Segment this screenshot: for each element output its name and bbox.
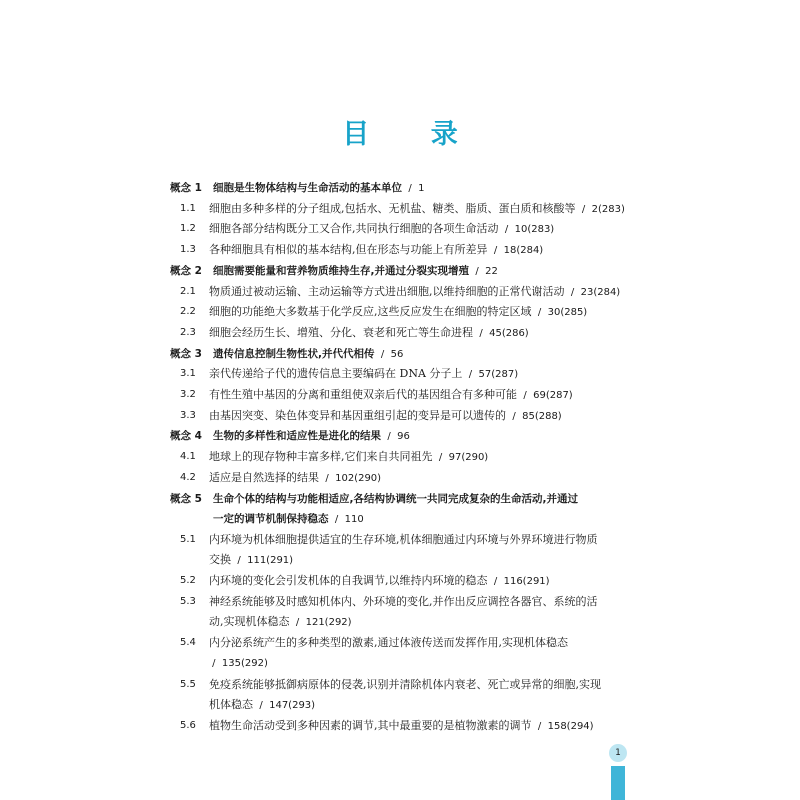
entry-page: / 135(292): [209, 658, 268, 670]
entry-title: 物质通过被动运输、主动运输等方式进出细胞,以维持细胞的正常代谢活动 / 23(284): [209, 284, 621, 298]
entry-number: 2.2: [180, 306, 196, 318]
entry-title: 细胞各部分结构既分工又合作,共同执行细胞的各项生命活动 / 10(283): [209, 222, 555, 236]
entry-number: 1.2: [180, 223, 196, 235]
entry-page: / 116(291): [487, 576, 550, 588]
page-number-badge: [608, 744, 628, 800]
entry-title: 内环境的变化会引发机体的自我调节,以维持内环境的稳态 / 116(291): [209, 574, 550, 588]
entry-title: 细胞由多种多样的分子组成,包括水、无机盐、糖类、脂质、蛋白质和核酸等 / 2(283): [209, 201, 625, 215]
entry-title: 内分泌系统产生的多种类型的激素,通过体液传送而发挥作用,实现机体稳态: [209, 636, 568, 650]
entry-number: 3.3: [180, 409, 196, 421]
entry-page: / 22: [469, 265, 498, 277]
entry-number: 1.3: [180, 244, 196, 256]
entry-title-continued: 机体稳态 / 147(293): [209, 697, 316, 711]
entry-page: / 69(287): [517, 390, 573, 401]
entry-page: / 102(290): [319, 472, 382, 484]
entry-title: 有性生殖中基因的分离和重组使双亲后代的基因组合有多种可能 / 69(287): [209, 388, 573, 401]
entry-number: 概念 1: [170, 182, 202, 194]
entry-number: 5.5: [180, 678, 196, 690]
entry-page: / 23(284): [564, 286, 621, 298]
entry-title: 遗传信息控制生物性状,并代代相传 / 56: [213, 347, 404, 360]
entry-page: / 96: [381, 431, 410, 443]
entry-page: / 147(293): [253, 699, 316, 711]
entry-title-continued: [209, 653, 268, 674]
entry-title: 细胞需要能量和营养物质维持生存,并通过分裂实现增殖 / 22: [213, 264, 498, 277]
entry-number: 2.3: [180, 326, 196, 338]
entry-number: 5.2: [180, 575, 196, 587]
entry-number: 5.4: [180, 637, 196, 649]
entry-title: 生命个体的结构与功能相适应,各结构协调统一共同完成复杂的生命活动,并通过: [213, 492, 578, 505]
entry-page: / 1: [402, 183, 425, 194]
toc-chapter-entry[interactable]: [170, 489, 630, 525]
entry-title: 地球上的现存物种丰富多样,它们来自共同祖先 / 97(290): [209, 450, 489, 464]
entry-title: 适应是自然选择的结果 / 102(290): [209, 470, 382, 484]
entry-title: 内环境为机体细胞提供适宜的生存环境,机体细胞通过内环境与外界环境进行物质: [209, 532, 598, 546]
entry-page: / 97(290): [432, 452, 489, 464]
entry-title: 由基因突变、染色体变异和基因重组引起的变异是可以遗传的 / 85(288): [209, 408, 562, 422]
entry-number: 概念 5: [170, 492, 202, 505]
entry-title: 细胞会经历生长、增殖、分化、衰老和死亡等生命进程 / 45(286): [209, 325, 529, 339]
entry-title: 生物的多样性和适应性是进化的结果 / 96: [213, 430, 410, 443]
entry-page: / 18(284): [487, 245, 544, 257]
entry-title: 细胞是生物体结构与生命活动的基本单位 / 1: [213, 182, 425, 194]
page-title: 目 录: [342, 119, 484, 150]
entry-number: 概念 3: [170, 347, 202, 360]
entry-page: / 121(292): [289, 617, 352, 628]
entry-page: / 110: [328, 513, 364, 525]
entry-number: 1.1: [180, 202, 196, 214]
toc-chapter-entry[interactable]: [170, 178, 630, 198]
entry-page: / 158(294): [531, 721, 594, 733]
entry-number: 5.6: [180, 720, 196, 732]
entry-number: 3.1: [180, 368, 196, 380]
entry-title: 亲代传递给子代的遗传信息主要编码在 DNA 分子上 / 57(287): [209, 367, 519, 381]
entry-title-continued: 交换 / 111(291): [209, 552, 294, 566]
entry-page: / 111(291): [231, 554, 294, 566]
entry-page: / 57(287): [462, 369, 519, 381]
toc-chapter-entry[interactable]: [170, 261, 630, 281]
entry-page: / 85(288): [506, 410, 562, 422]
page-edge-tab: [611, 766, 625, 800]
entry-number: 5.3: [180, 596, 196, 607]
entry-title-continued: 一定的调节机制保持稳态 / 110: [213, 512, 364, 525]
entry-page: / 30(285): [531, 307, 588, 319]
entry-title-continued: 动,实现机体稳态 / 121(292): [209, 615, 352, 628]
entry-page: / 45(286): [473, 327, 529, 339]
entry-title: 各种细胞具有相似的基本结构,但在形态与功能上有所差异 / 18(284): [209, 243, 544, 257]
page-number: 1: [609, 744, 627, 762]
entry-number: 4.2: [180, 471, 196, 483]
entry-number: 2.1: [180, 285, 196, 297]
entry-page: / 2(283): [575, 203, 625, 215]
entry-number: 4.1: [180, 451, 196, 463]
entry-title: 免疫系统能够抵御病原体的侵袭,识别并清除机体内衰老、死亡或异常的细胞,实现: [209, 677, 601, 691]
entry-title: 神经系统能够及时感知机体内、外环境的变化,并作出反应调控各器官、系统的活: [209, 595, 598, 608]
entry-number: 概念 4: [170, 430, 202, 443]
entry-title: 植物生命活动受到多种因素的调节,其中最重要的是植物激素的调节 / 158(294): [209, 719, 594, 733]
entry-page: / 56: [374, 348, 404, 360]
entry-title: 细胞的功能绝大多数基于化学反应,这些反应发生在细胞的特定区域 / 30(285): [209, 305, 588, 319]
entry-number: 3.2: [180, 389, 196, 400]
toc-chapter-entry[interactable]: [170, 426, 630, 446]
entry-page: / 10(283): [498, 224, 555, 236]
entry-number: 概念 2: [170, 264, 202, 277]
toc-chapter-entry[interactable]: [170, 344, 630, 364]
entry-number: 5.1: [180, 533, 196, 545]
